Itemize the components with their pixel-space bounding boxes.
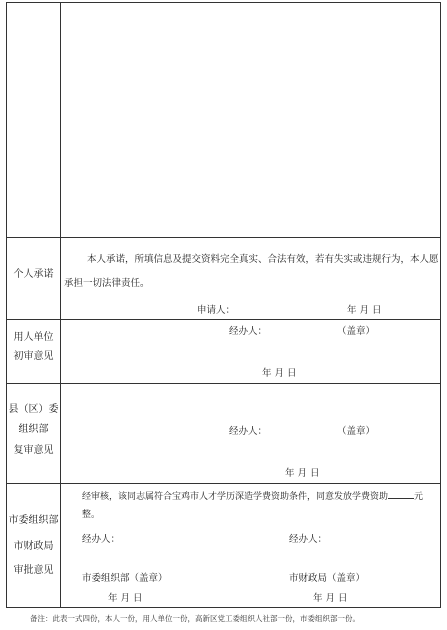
county-handler: 经办人：: [229, 426, 268, 437]
row-divider: [7, 383, 440, 384]
unit-label-line1: 用人单位: [13, 332, 54, 343]
city-text-start: 经审核，该同志属符合宝鸡市人才学历深造学费资助条件，同意发放学费资助: [82, 492, 389, 502]
row-divider: [7, 483, 440, 484]
city-text-unit: 元: [414, 492, 424, 502]
city-date-left: 年 月 日: [108, 593, 143, 604]
column-divider: [60, 3, 61, 607]
city-label-line2: 市财政局: [13, 541, 54, 552]
county-label-line1: 县（区）委: [8, 404, 59, 415]
amount-blank[interactable]: [388, 489, 414, 499]
row-divider: [7, 237, 440, 238]
footnote: 备注：此表一式四份，本人一份，用人单位一份，高新区党工委组织人社部一份，市委组织部一份。: [30, 614, 360, 623]
applicant-label: 申请人：: [197, 305, 236, 316]
city-date-right: 年 月 日: [313, 593, 348, 604]
city-label-line3: 审批意见: [13, 565, 54, 576]
promise-text-line1: 本人承诺，所填信息及提交资料完全真实、合法有效，若有失实或违规行为，本人愿: [87, 254, 439, 265]
county-label-line2: 组织部: [18, 424, 49, 435]
unit-seal: （盖章）: [337, 326, 376, 337]
city-label-line1: 市委组织部: [8, 515, 59, 526]
row-divider: [7, 319, 440, 320]
city-approval-text: [82, 489, 423, 502]
county-date: 年 月 日: [285, 468, 320, 479]
city-dept-left: 市委组织部（盖章）: [82, 573, 168, 584]
promise-text-line2: 承担一切法律责任。: [64, 278, 150, 289]
city-dept-right: 市财政局（盖章）: [289, 573, 366, 584]
city-handler-right: 经办人：: [289, 534, 328, 545]
city-text-end: 整。: [82, 510, 101, 520]
unit-handler: 经办人：: [229, 326, 268, 337]
promise-label: 个人承诺: [13, 269, 54, 280]
approval-form-table: [6, 2, 441, 608]
county-seal: （盖章）: [337, 426, 376, 437]
unit-label-line2: 初审意见: [13, 351, 54, 362]
city-handler-left: 经办人：: [82, 534, 121, 545]
unit-date: 年 月 日: [262, 368, 297, 379]
promise-date: 年 月 日: [347, 305, 382, 316]
county-label-line3: 复审意见: [13, 445, 54, 456]
